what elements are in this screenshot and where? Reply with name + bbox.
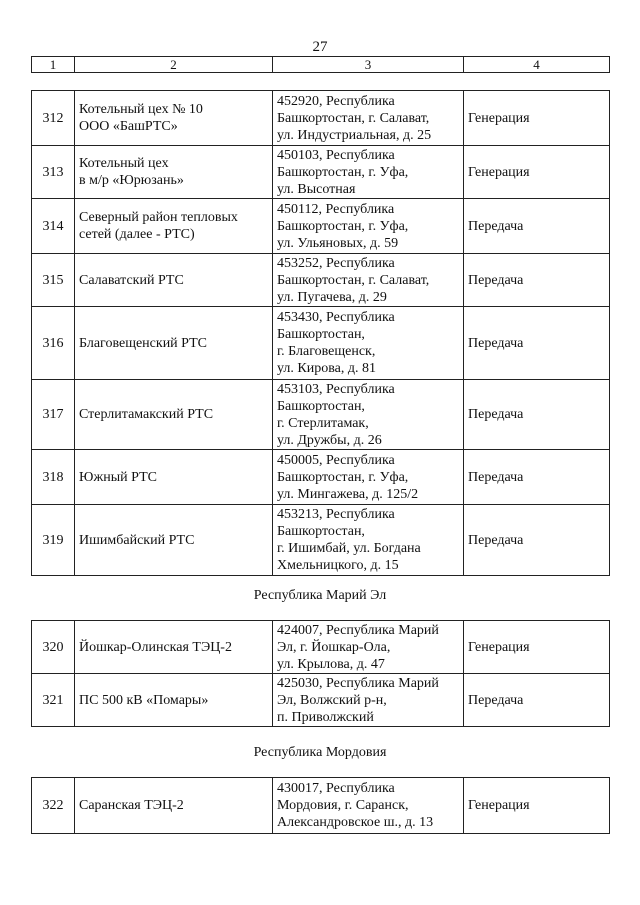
activity-type-cell: Передача	[464, 380, 610, 450]
table-row	[32, 91, 610, 146]
column-number-1: 1	[32, 57, 75, 73]
facility-name-cell: Котельный цех № 10 ООО «БашРТС»	[75, 91, 273, 146]
table-row	[32, 778, 610, 834]
facility-name-cell: Северный район тепловых сетей (далее - РТС)	[75, 199, 273, 254]
header-row	[32, 57, 610, 73]
table-row	[32, 307, 610, 380]
row-number-cell: 313	[32, 146, 75, 199]
row-number-cell: 316	[32, 307, 75, 380]
region-heading: Республика Марий Эл	[253, 588, 387, 603]
facility-name-cell: Южный РТС	[75, 450, 273, 505]
address-cell: 450112, Республика Башкортостан, г. Уфа, ул. Ульяновых, д. 59	[273, 199, 464, 254]
row-number-cell: 317	[32, 380, 75, 450]
activity-type-cell: Передача	[464, 254, 610, 307]
facility-name-cell: Котельный цех в м/р «Юрюзань»	[75, 146, 273, 199]
facility-name-cell: Саранская ТЭЦ-2	[75, 778, 273, 834]
row-number-cell: 322	[32, 778, 75, 834]
activity-type-cell: Передача	[464, 450, 610, 505]
activity-type-cell: Передача	[464, 505, 610, 576]
address-cell: 450005, Республика Башкортостан, г. Уфа, ул. Мингажева, д. 125/2	[273, 450, 464, 505]
column-number-4: 4	[464, 57, 610, 73]
table-row	[32, 674, 610, 727]
facility-table	[31, 777, 610, 834]
facility-table	[31, 90, 610, 576]
address-cell: 425030, Республика Марий Эл, Волжский р-н, п. Приволжский	[273, 674, 464, 727]
facility-name-cell: Йошкар-Олинская ТЭЦ-2	[75, 621, 273, 674]
address-cell: 430017, Республика Мордовия, г. Саранск, Александровское ш., д. 13	[273, 778, 464, 834]
column-number-header	[31, 56, 610, 73]
table-row	[32, 450, 610, 505]
row-number-cell: 321	[32, 674, 75, 727]
table-row	[32, 621, 610, 674]
activity-type-cell: Передача	[464, 674, 610, 727]
address-cell: 453213, Республика Башкортостан, г. Ишимбай, ул. Богдана Хмельницкого, д. 15	[273, 505, 464, 576]
table-row	[32, 199, 610, 254]
address-cell: 452920, Республика Башкортостан, г. Салават, ул. Индустриальная, д. 25	[273, 91, 464, 146]
facility-name-cell: Салаватский РТС	[75, 254, 273, 307]
activity-type-cell: Генерация	[464, 778, 610, 834]
activity-type-cell: Генерация	[464, 91, 610, 146]
facility-name-cell: Ишимбайский РТС	[75, 505, 273, 576]
facility-name-cell: Стерлитамакский РТС	[75, 380, 273, 450]
row-number-cell: 319	[32, 505, 75, 576]
address-cell: 453252, Республика Башкортостан, г. Салават, ул. Пугачева, д. 29	[273, 254, 464, 307]
row-number-cell: 320	[32, 621, 75, 674]
activity-type-cell: Передача	[464, 307, 610, 380]
facility-name-cell: ПС 500 кВ «Помары»	[75, 674, 273, 727]
table-row	[32, 254, 610, 307]
address-cell: 424007, Республика Марий Эл, г. Йошкар-Ола, ул. Крылова, д. 47	[273, 621, 464, 674]
page-number: 27	[312, 39, 328, 55]
row-number-cell: 312	[32, 91, 75, 146]
table-row	[32, 505, 610, 576]
column-number-3: 3	[273, 57, 464, 73]
activity-type-cell: Генерация	[464, 146, 610, 199]
region-heading: Республика Мордовия	[253, 745, 387, 760]
facility-table	[31, 620, 610, 727]
row-number-cell: 318	[32, 450, 75, 505]
activity-type-cell: Генерация	[464, 621, 610, 674]
facility-name-cell: Благовещенский РТС	[75, 307, 273, 380]
activity-type-cell: Передача	[464, 199, 610, 254]
address-cell: 453430, Республика Башкортостан, г. Благовещенск, ул. Кирова, д. 81	[273, 307, 464, 380]
address-cell: 453103, Республика Башкортостан, г. Стерлитамак, ул. Дружбы, д. 26	[273, 380, 464, 450]
address-cell: 450103, Республика Башкортостан, г. Уфа, ул. Высотная	[273, 146, 464, 199]
row-number-cell: 315	[32, 254, 75, 307]
column-number-2: 2	[75, 57, 273, 73]
table-row	[32, 380, 610, 450]
table-row	[32, 146, 610, 199]
row-number-cell: 314	[32, 199, 75, 254]
